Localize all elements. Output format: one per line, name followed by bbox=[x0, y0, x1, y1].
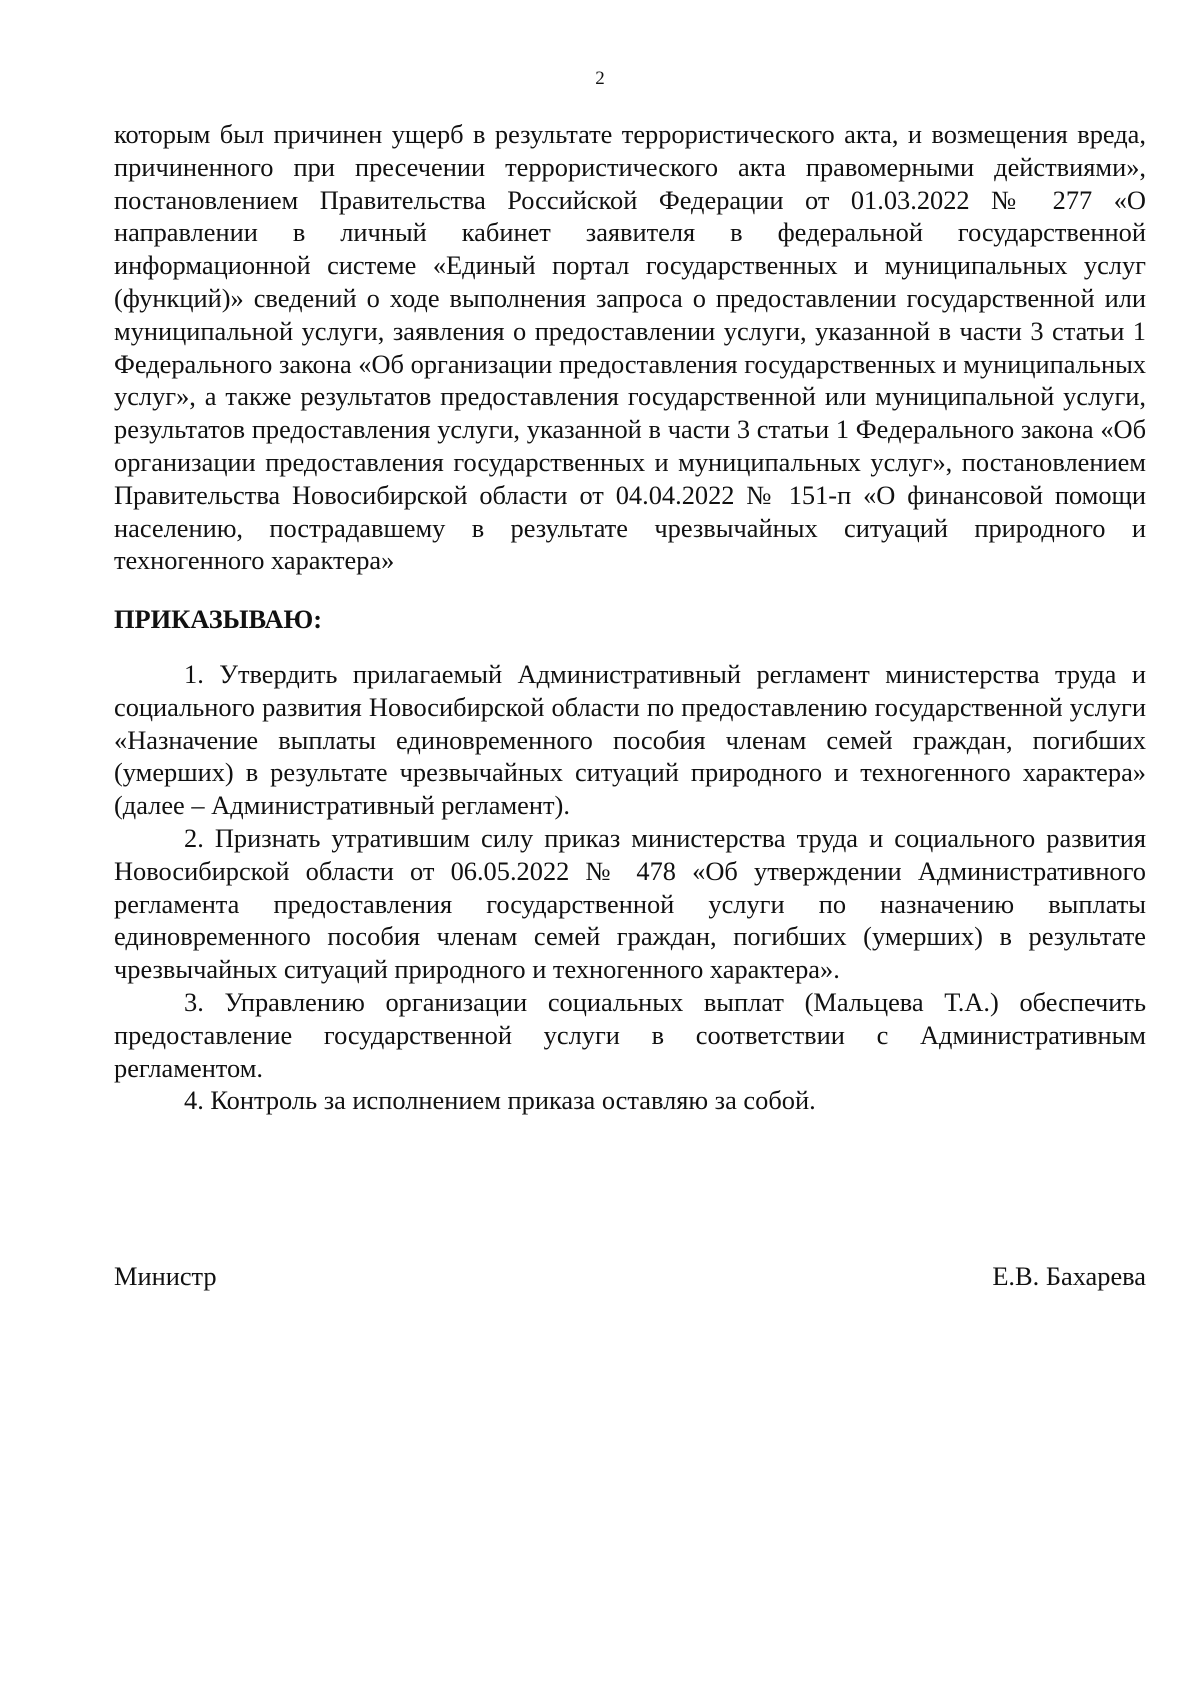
document-body bbox=[114, 118, 1146, 1117]
order-heading: ПРИКАЗЫВАЮ: bbox=[114, 604, 323, 635]
preamble-paragraph: которым был причинен ущерб в результате террористического акта, и возмещения вреда, причиненного при пресечении террористического акта правомерными действиями», постановлением Правительства Российской Федерации от 01.03.2022 № 277 «О направлении в личный кабинет заявителя в федеральной государственной информационной системе «Единый портал государственных и муниципальных услуг (функций)» сведений о ходе выполнения запроса о предоставлении государственной или муниципальной услуги, заявления о предоставлении услуги, указанной в части 3 статьи 1 Федерального закона «Об организации предоставления государственных и муниципальных услуг», а также результатов предоставления государственной или муниципальной услуги, результатов предоставления услуги, указанной в части 3 статьи 1 Федерального закона «Об организации предоставления государственных и муниципальных услуг», постановлением Правительства Новосибирской области от 04.04.2022 № 151-п «О финансовой помощи населению, пострадавшему в результате чрезвычайных ситуаций природного и техногенного характера» bbox=[114, 119, 1146, 576]
page-number: 2 bbox=[595, 68, 605, 89]
signatory-position: Министр bbox=[114, 1261, 217, 1291]
signature-block bbox=[114, 1260, 1146, 1293]
signatory-name: Е.В. Бахарева bbox=[992, 1261, 1146, 1291]
order-item-3: 3. Управлению организации социальных выплат (Мальцева Т.А.) обеспечить предоставление государственной услуги в соответствии с Административным регламентом. bbox=[114, 986, 1146, 1083]
order-item-1: 1. Утвердить прилагаемый Административный регламент министерства труда и социального развития Новосибирской области по предоставлению государственной услуги «Назначение выплаты единовременного пособия членам семей граждан, погибших (умерших) в результате чрезвычайных ситуаций природного и техногенного характера» (далее – Административный регламент). bbox=[114, 658, 1146, 821]
order-item-4: 4. Контроль за исполнением приказа оставляю за собой. bbox=[184, 1085, 816, 1116]
order-item-2: 2. Признать утратившим силу приказ министерства труда и социального развития Новосибирской области от 06.05.2022 № 478 «Об утверждении Административного регламента предоставления государственной услуги по назначению выплаты единовременного пособия членам семей граждан, погибших (умерших) в результате чрезвычайных ситуаций природного и техногенного характера». bbox=[114, 822, 1146, 985]
